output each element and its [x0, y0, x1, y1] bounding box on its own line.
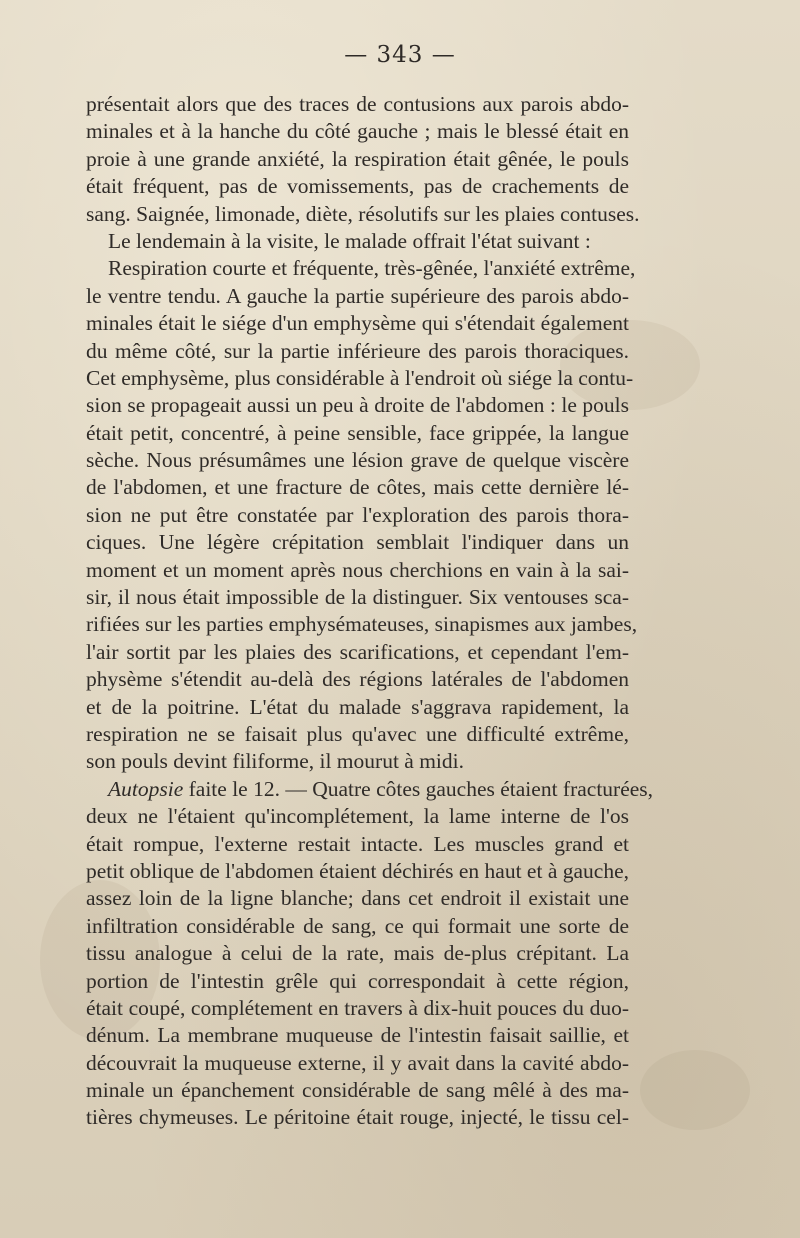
- text-line: sion se propageait aussi un peu à droite de l'abdomen : le pouls: [86, 393, 629, 418]
- text-line: le ventre tendu. A gauche la partie supérieure des parois abdo-: [86, 283, 629, 308]
- text-line: sion ne put être constatée par l'exploration des parois thora-: [86, 502, 629, 527]
- text-line: découvrait la muqueuse externe, il y avait dans la cavité abdo-: [86, 1050, 629, 1075]
- text-line: Cet emphysème, plus considérable à l'endroit où siége la contu-: [86, 365, 634, 390]
- text-line: sir, il nous était impossible de la distinguer. Six ventouses sca-: [86, 585, 629, 610]
- italic-heading: Autopsie: [108, 776, 184, 801]
- text-line: Le lendemain à la visite, le malade offrait l'état suivant :: [108, 228, 591, 253]
- text-line: du même côté, sur la partie inférieure des parois thoraciques.: [86, 338, 629, 363]
- text-line-rest: faite le 12. — Quatre côtes gauches étaient fracturées,: [183, 776, 654, 801]
- text-line: moment et un moment après nous cherchions en vain à la sai-: [86, 557, 629, 582]
- text-line: Respiration courte et fréquente, très-gênée, l'anxiété extrême,: [108, 256, 636, 281]
- text-line: portion de l'intestin grêle qui correspondait à cette région,: [86, 968, 629, 993]
- text-line: sèche. Nous présumâmes une lésion grave de quelque viscère: [86, 448, 629, 473]
- text-line: de l'abdomen, et une fracture de côtes, mais cette dernière lé-: [86, 475, 629, 500]
- text-line: était petit, concentré, à peine sensible, face grippée, la langue: [86, 420, 629, 445]
- text-line: son pouls devint filiforme, il mourut à midi.: [86, 749, 465, 774]
- text-line: était coupé, complétement en travers à dix-huit pouces du duo-: [86, 995, 629, 1020]
- text-line: présentait alors que des traces de contusions aux parois abdo-: [86, 92, 629, 116]
- text-line: infiltration considérable de sang, ce qui formait une sorte de: [86, 913, 629, 938]
- text-line: petit oblique de l'abdomen étaient déchirés en haut et à gauche,: [86, 858, 629, 883]
- text-line: tissu analogue à celui de la rate, mais de-plus crépitant. La: [86, 941, 629, 966]
- text-line: rifiées sur les parties emphysémateuses, sinapismes aux jambes,: [86, 612, 638, 637]
- page-number: — 343 —: [344, 42, 456, 68]
- body-text: [86, 91, 654, 1132]
- text-line: était rompue, l'externe restait intacte. Les muscles grand et: [86, 831, 629, 856]
- text-line: [86, 776, 654, 803]
- text-line: tières chymeuses. Le péritoine était rouge, injecté, le tissu cel-: [86, 1105, 629, 1130]
- text-line: était fréquent, pas de vomissements, pas de crachements de: [86, 174, 629, 199]
- paper-stain: [640, 1050, 750, 1130]
- text-line: proie à une grande anxiété, la respiration était gênée, le pouls: [86, 146, 629, 171]
- text-line: physème s'étendit au-delà des régions latérales de l'abdomen: [86, 667, 629, 692]
- text-line: dénum. La membrane muqueuse de l'intestin faisait saillie, et: [86, 1023, 629, 1048]
- text-line: l'air sortit par les plaies des scarifications, et cependant l'em-: [86, 639, 629, 664]
- text-line: assez loin de la ligne blanche; dans cet endroit il existait une: [86, 886, 629, 911]
- text-line: minale un épanchement considérable de sang mêlé à des ma-: [86, 1078, 629, 1103]
- text-line: respiration ne se faisait plus qu'avec une difficulté extrême,: [86, 721, 629, 746]
- text-line: minales était le siége d'un emphysème qui s'étendait également: [86, 311, 629, 336]
- text-line: minales et à la hanche du côté gauche ; mais le blessé était en: [86, 119, 629, 144]
- text-line: sang. Saignée, limonade, diète, résolutifs sur les plaies contuses.: [86, 201, 640, 226]
- text-line: ciques. Une légère crépitation semblait l'indiquer dans un: [86, 530, 629, 555]
- text-line: deux ne l'étaient qu'incomplétement, la lame interne de l'os: [86, 804, 629, 829]
- text-line: et de la poitrine. L'état du malade s'aggrava rapidement, la: [86, 694, 629, 719]
